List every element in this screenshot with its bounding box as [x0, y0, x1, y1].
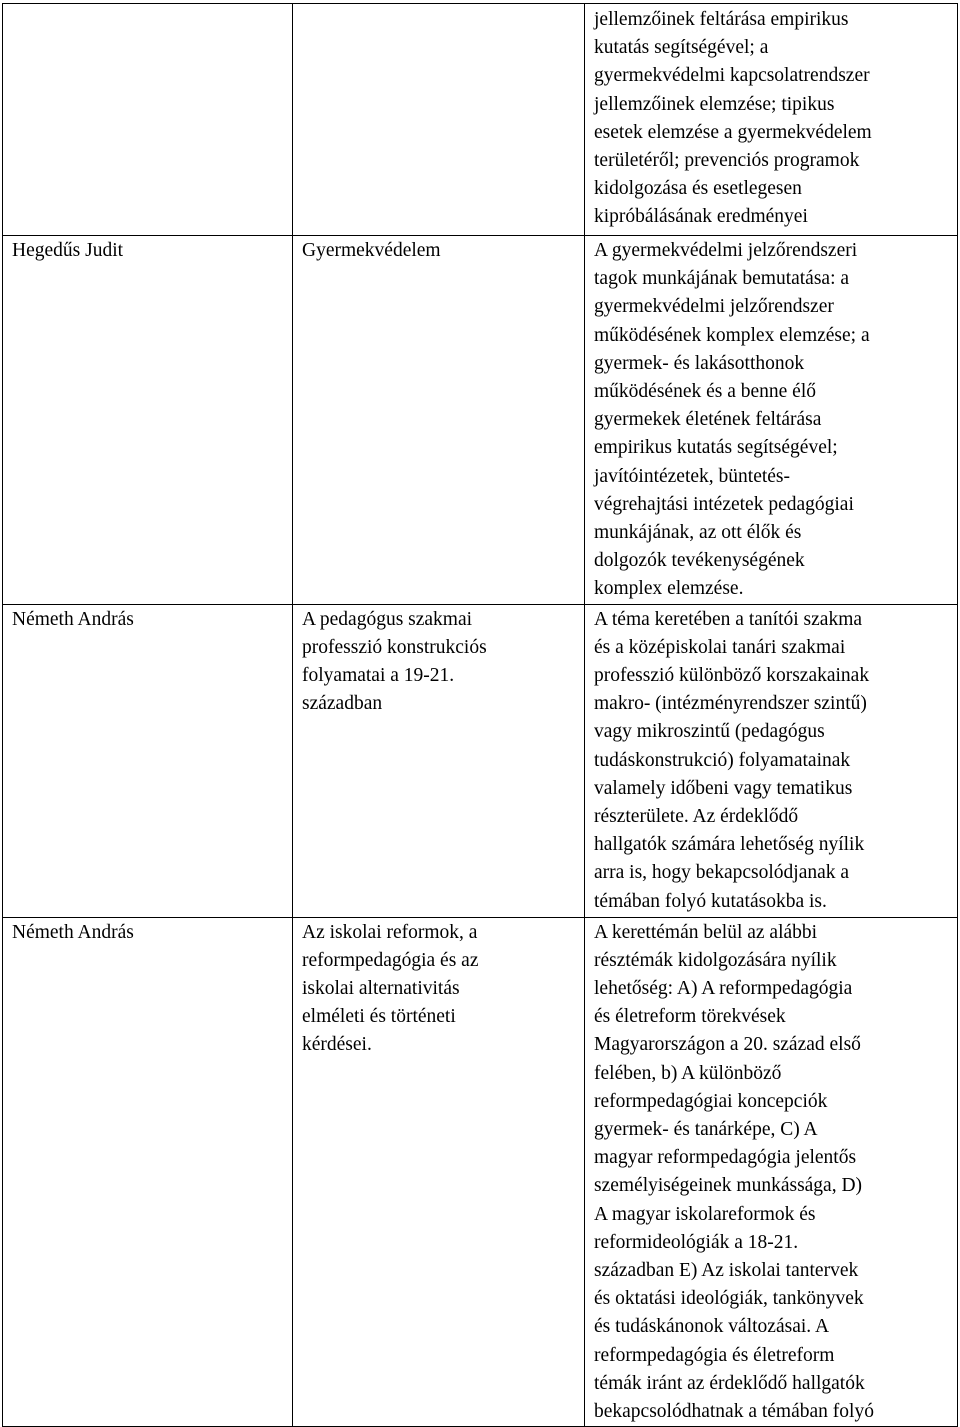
- table-row: [3, 604, 958, 917]
- research-topics-table: [2, 3, 958, 1427]
- table-row: [3, 917, 958, 1427]
- topic-cell: [293, 604, 585, 917]
- supervisor-name: Németh András: [12, 608, 134, 630]
- topic-description: jellemzőinek feltárása empirikus kutatás segítségével; a gyermekvédelmi kapcsolatrendszer jellemzőinek elemzése; tipikus esetek elemzése a gyermekvédelem területéről; prevenciós programok kidolgozása és esetlegesen kipróbálásának eredményei: [594, 9, 872, 228]
- supervisor-cell: [3, 236, 293, 605]
- description-cell: [585, 4, 958, 236]
- topic-title: Az iskolai reformok, a reformpedagógia és az iskolai alternativitás elméleti és történeti kérdései.: [302, 921, 479, 1056]
- table-row: [3, 236, 958, 605]
- description-cell: [585, 236, 958, 605]
- description-cell: [585, 917, 958, 1427]
- topic-description: A gyermekvédelmi jelzőrendszeri tagok munkájának bemutatása: a gyermekvédelmi jelzőrendszer működésének komplex elemzése; a gyermek- és lakásotthonok működésének és a benne élő gyermekek életének feltárása empirikus kutatás segítségével; javítóintézetek, büntetés- végrehajtási intézetek pedagógiai munkájának, az ott élők és dolgozók tevékenységének komplex elemzése.: [594, 240, 870, 600]
- topic-cell: [293, 4, 585, 236]
- supervisor-name: Németh András: [12, 921, 134, 943]
- topic-cell: [293, 236, 585, 605]
- supervisor-cell: [3, 917, 293, 1427]
- supervisor-cell: [3, 4, 293, 236]
- topic-description: A téma keretében a tanítói szakma és a középiskolai tanári szakmai professzió különböző korszakainak makro- (intézményrendszer szintű) vagy mikroszintű (pedagógus tudáskonstrukció) folyamatainak valamely időbeni vagy tematikus részterülete. Az érdeklődő hallgatók számára lehetőség nyílik arra is, hogy bekapcsolódjanak a témában folyó kutatásokba is.: [594, 608, 870, 912]
- supervisor-cell: [3, 604, 293, 917]
- description-cell: [585, 604, 958, 917]
- table-row: [3, 4, 958, 236]
- topic-description: A kerettémán belül az alábbi résztémák kidolgozására nyílik lehetőség: A) A reformpedagógia és életreform törekvések Magyarországon a 20. század első felében, b) A különböző reformpedagógiai koncepciók gyermek- és tanárképe, C) A magyar reformpedagógia jelentős személyiségeinek munkássága, D) A magyar iskolareformok és reformideológiák a 18-21. században E) Az iskolai tantervek és oktatási ideológiák, tankönyvek és tudáskánonok változásai. A reformpedagógia és életreform témák iránt az érdeklődő hallgatók bekapcsolódhatnak a témában folyó: [594, 921, 874, 1423]
- topic-title: Gyermekvédelem: [302, 240, 441, 261]
- topic-cell: [293, 917, 585, 1427]
- topic-title: A pedagógus szakmai professzió konstrukciós folyamatai a 19-21. században: [302, 608, 487, 715]
- supervisor-name: Hegedűs Judit: [12, 240, 124, 261]
